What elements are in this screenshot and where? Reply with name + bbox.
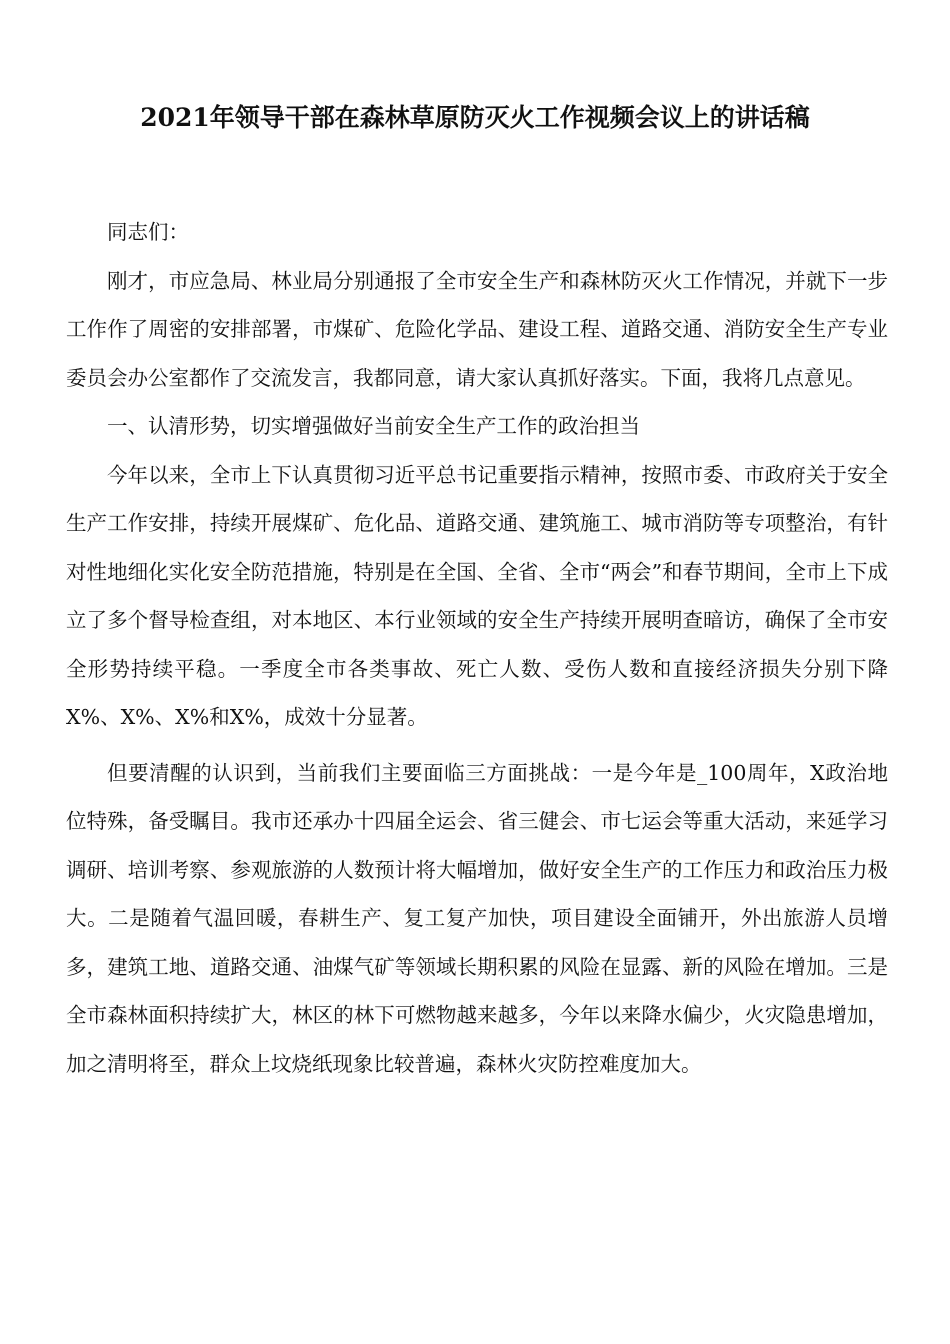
document-body: [66, 208, 888, 1088]
body-paragraph: 但要清醒的认识到，当前我们主要面临三方面挑战：一是今年是_100周年，X政治地位特殊，备受瞩目。我市还承办十四届全运会、省三健会、市七运会等重大活动，来延学习调研、培训考察、参观旅游的人数预计将大幅增加，做好安全生产的工作压力和政治压力极大。二是随着气温回暖，春耕生产、复工复产加快，项目建设全面铺开，外出旅游人员增多，建筑工地、道路交通、油煤气矿等领域长期积累的风险在显露、新的风险在增加。三是全市森林面积持续扩大，林区的林下可燃物越来越多，今年以来降水偏少，火灾隐患增加，加之清明将至，群众上坟烧纸现象比较普遍，森林火灾防控难度加大。: [66, 760, 888, 1076]
body-paragraph: 今年以来，全市上下认真贯彻习近平总书记重要指示精神，按照市委、市政府关于安全生产工作安排，持续开展煤矿、危化品、道路交通、建筑施工、城市消防等专项整治，有针对性地细化实化安全防范措施，特别是在全国、全省、全市“两会”和春节期间，全市上下成立了多个督导检查组，对本地区、本行业领域的安全生产持续开展明查暗访，确保了全市安全形势持续平稳。一季度全市各类事故、死亡人数、受伤人数和直接经济损失分别下降X%、X%、X%和X%，成效十分显著。: [66, 462, 888, 729]
section-heading-paragraph: 一、认清形势，切实增强做好当前安全生产工作的政治担当: [107, 414, 640, 438]
body-paragraph: 刚才，市应急局、林业局分别通报了全市安全生产和森林防灭火工作情况，并就下一步工作作了周密的安排部署，市煤矿、危险化学品、建设工程、道路交通、消防安全生产专业委员会办公室都作了交流发言，我都同意，请大家认真抓好落实。下面，我将几点意见。: [66, 268, 888, 390]
salutation-paragraph: 同志们：: [107, 220, 189, 244]
document-title: 2021年领导干部在森林草原防灭火工作视频会议上的讲话稿: [140, 103, 810, 132]
